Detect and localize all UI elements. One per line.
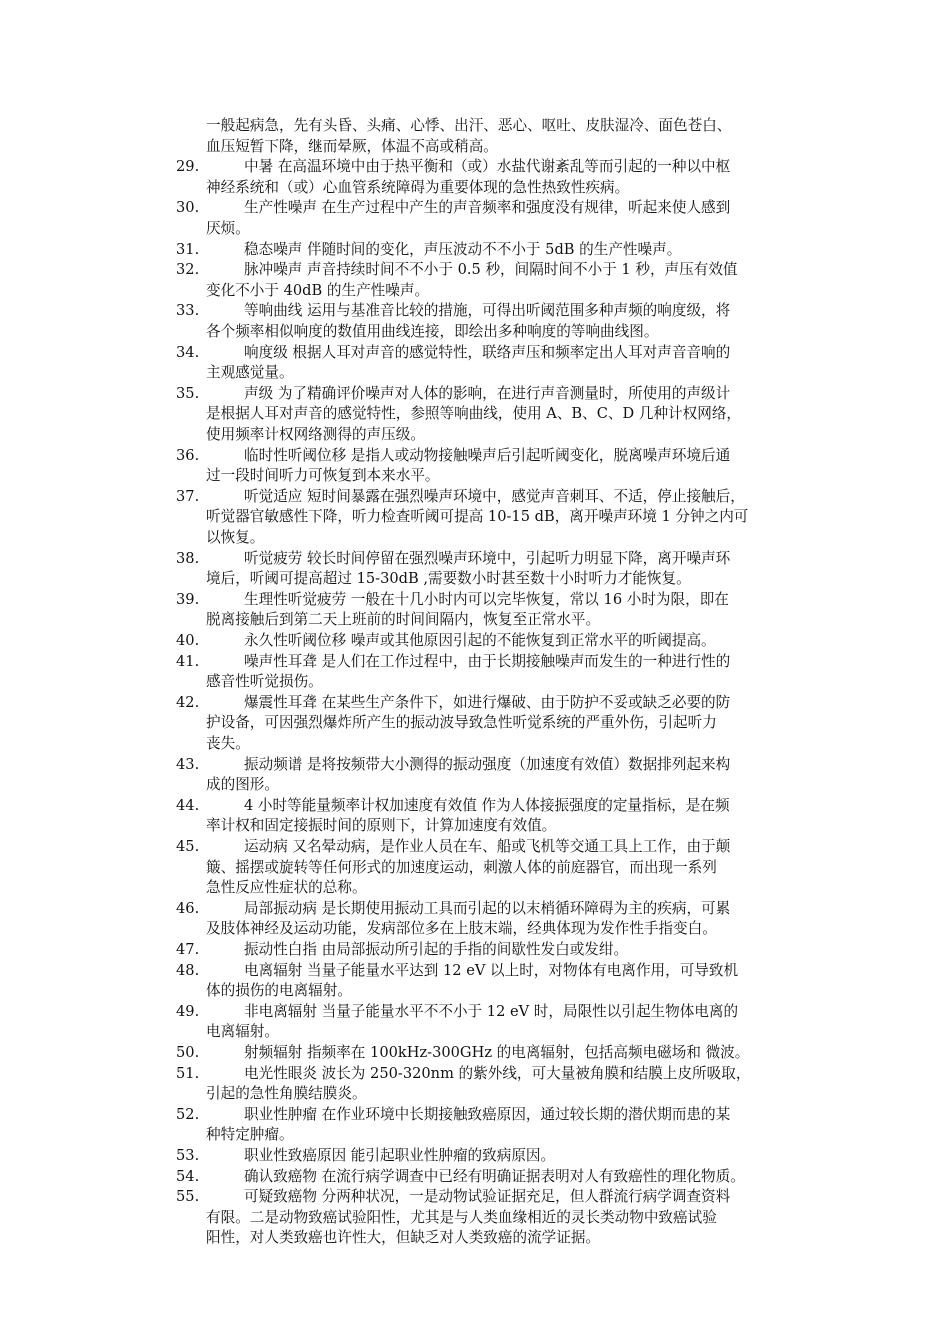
item-number: 37.	[176, 487, 200, 505]
item-number: 35.	[176, 384, 200, 402]
definition-line: 厌烦。	[206, 220, 250, 237]
definition-line: 丧失。	[206, 735, 250, 752]
definition-first-line: 4 小时等能量频率计权加速度有效值 作为人体接振强度的定量指标，是在频	[244, 796, 730, 814]
definition-first-line: 非电离辐射 当量子能量水平不不小于 12 eV 时，局限性以引起生物体电离的	[244, 1002, 739, 1020]
item-number: 55.	[176, 1188, 200, 1206]
definition-first-line: 响度级 根据人耳对声音的感觉特性，联络声压和频率定出人耳对声音音响的	[244, 343, 731, 361]
definition-first-line: 职业性致癌原因 能引起职业性肿瘤的致病原因。	[244, 1147, 556, 1164]
definition-line: 率计权和固定接振时间的原则下，计算加速度有效值。	[206, 817, 557, 835]
definition-first-line: 电离辐射 当量子能量水平达到 12 eV 以上时，对物体有电离作用，可导致机	[244, 961, 739, 979]
definition-line: 以恢复。	[206, 529, 265, 546]
definition-line: 及肢体神经及运动功能，发病部位多在上肢末端，经典体现为发作性手指变白。	[206, 920, 717, 938]
definition-line: 听觉器官敏感性下降，听力检查听阈可提高 10-15 dB，离开噪声环境 1 分钟之内可	[206, 508, 749, 526]
definition-first-line: 电光性眼炎 波长为 250-320nm 的紫外线，可大量被角膜和结膜上皮所吸取，	[244, 1064, 751, 1082]
definition-first-line: 振动频谱 是将按频带大小测得的振动强度（加速度有效值）数据排列起来构	[244, 755, 731, 773]
item-number: 29.	[176, 158, 200, 176]
item-number: 31.	[176, 240, 200, 258]
definition-line: 种特定肿瘤。	[206, 1126, 294, 1144]
definition-line: 变化不小于 40dB 的生产性噪声。	[206, 281, 430, 299]
item-number: 30.	[176, 199, 200, 217]
definition-line: 脱离接触后到第二天上班前的时间间隔内，恢复至正常水平。	[206, 611, 601, 629]
definition-first-line: 运动病 又名晕动病，是作业人员在车、船或飞机等交通工具上工作，由于颠	[244, 838, 731, 855]
item-number: 47.	[176, 941, 200, 958]
item-number: 36.	[176, 446, 200, 464]
definition-line: 护设备，可因强烈爆炸所产生的振动波导致急性听觉系统的严重外伤，引起听力	[206, 714, 717, 732]
item-number: 45.	[176, 838, 200, 855]
definition-first-line: 局部振动病 是长期使用振动工具而引起的以末梢循环障碍为主的疾病，可累	[244, 899, 731, 917]
definition-line: 体的损伤的电离辐射。	[206, 982, 352, 1000]
definition-first-line: 永久性听阈位移 噪声或其他原因引起的不能恢复到正常水平的听阈提高。	[244, 632, 716, 649]
item-number: 43.	[176, 755, 200, 773]
definition-line: 过一段时间听力可恢复到本来水平。	[206, 467, 440, 485]
intro-line: 一般起病急，先有头昏、头痛、心悸、出汗、恶心、呕吐、皮肤湿冷、面色苍白、	[206, 117, 732, 134]
definition-first-line: 射频辐射 指频率在 100kHz-300GHz 的电离辐射，包括高频电磁场和 微波。	[244, 1044, 750, 1061]
item-number: 34.	[176, 343, 200, 361]
definition-first-line: 职业性肿瘤 在作业环境中长期接触致癌原因，通过较长期的潜伏期而患的某	[244, 1105, 731, 1123]
definition-line: 主观感觉量。	[206, 364, 294, 382]
item-number: 49.	[176, 1002, 200, 1020]
item-number: 38.	[176, 549, 200, 567]
intro-line: 血压短暂下降，继而晕厥，体温不高或稍高。	[206, 137, 498, 155]
definition-first-line: 生产性噪声 在生产过程中产生的声音频率和强度没有规律，听起来使人感到	[244, 199, 731, 217]
definition-first-line: 等响曲线 运用与基准音比较的措施，可得出听阈范围多种声频的响度级，将	[244, 302, 731, 320]
item-number: 46.	[176, 899, 200, 917]
item-number: 52.	[176, 1105, 200, 1123]
definition-line: 是根据人耳对声音的感觉特性，参照等响曲线，使用 A、B、C、D 几种计权网络，	[206, 405, 742, 423]
definition-line: 各个频率相似响度的数值用曲线连接，即绘出多种响度的等响曲线图。	[206, 323, 659, 340]
definition-line: 境后，听阈可提高超过 15-30dB ,需要数小时甚至数十小时听力才能恢复。	[206, 570, 691, 588]
definition-first-line: 稳态噪声 伴随时间的变化，声压波动不不小于 5dB 的生产性噪声。	[244, 240, 682, 258]
item-number: 33.	[176, 302, 200, 320]
item-number: 41.	[176, 652, 200, 670]
definition-first-line: 声级 为了精确评价噪声对人体的影响，在进行声音测量时，所使用的声级计	[244, 384, 731, 402]
definition-first-line: 生理性听觉疲劳 一般在十几小时内可以完毕恢复，常以 16 小时为限，即在	[244, 590, 729, 608]
definition-line: 神经系统和（或）心血管系统障碍为重要体现的急性热致性疾病。	[206, 178, 630, 196]
definition-first-line: 听觉适应 短时间暴露在强烈噪声环境中，感觉声音刺耳、不适，停止接触后，	[244, 487, 745, 505]
item-number: 39.	[176, 590, 200, 608]
item-number: 51.	[176, 1064, 200, 1082]
definition-line: 阳性，对人类致癌也许性大，但缺乏对人类致癌的流学证据。	[206, 1229, 601, 1247]
item-number: 42.	[176, 693, 200, 711]
definition-line: 成的图形。	[206, 776, 279, 794]
item-number: 44.	[176, 796, 200, 814]
definition-first-line: 临时性听阈位移 是指人或动物接触噪声后引起听阈变化，脱离噪声环境后通	[244, 446, 731, 464]
definition-first-line: 振动性白指 由局部振动所引起的手指的间歇性发白或发绀。	[244, 941, 629, 958]
item-number: 53.	[176, 1147, 200, 1164]
item-number: 54.	[176, 1167, 200, 1185]
definition-line: 感音性听觉损伤。	[206, 673, 323, 691]
definition-first-line: 脉冲噪声 声音持续时间不不小于 0.5 秒，间隔时间不小于 1 秒，声压有效值	[244, 261, 738, 279]
definition-first-line: 确认致癌物 在流行病学调查中已经有明确证据表明对人有致癌性的理化物质。	[244, 1167, 745, 1185]
definition-first-line: 中暑 在高温环境中由于热平衡和（或）水盐代谢紊乱等而引起的一种以中枢	[244, 158, 731, 176]
definition-line: 引起的急性角膜结膜炎。	[206, 1085, 367, 1103]
definition-line: 使用频率计权网络测得的声压级。	[206, 426, 425, 443]
definition-first-line: 爆震性耳聋 在某些生产条件下，如进行爆破、由于防护不妥或缺乏必要的防	[244, 693, 731, 711]
item-number: 32.	[176, 261, 200, 279]
item-number: 48.	[176, 961, 200, 979]
definition-first-line: 噪声性耳聋 是人们在工作过程中，由于长期接触噪声而发生的一种进行性的	[244, 652, 731, 670]
definition-line: 簸、摇摆或旋转等任何形式的加速度运动，刺激人体的前庭器官，而出现一系列	[206, 858, 717, 876]
definition-line: 电离辐射。	[206, 1023, 279, 1041]
definition-first-line: 可疑致癌物 分两种状况，一是动物试验证据充足，但人群流行病学调查资料	[244, 1188, 731, 1206]
definition-line: 急性反应性症状的总称。	[206, 879, 367, 897]
definition-first-line: 听觉疲劳 较长时间停留在强烈噪声环境中，引起听力明显下降，离开噪声环	[244, 549, 731, 567]
item-number: 50.	[176, 1044, 200, 1061]
item-number: 40.	[176, 632, 200, 649]
definition-line: 有限。二是动物致癌试验阳性，尤其是与人类血缘相近的灵长类动物中致癌试验	[206, 1208, 717, 1226]
